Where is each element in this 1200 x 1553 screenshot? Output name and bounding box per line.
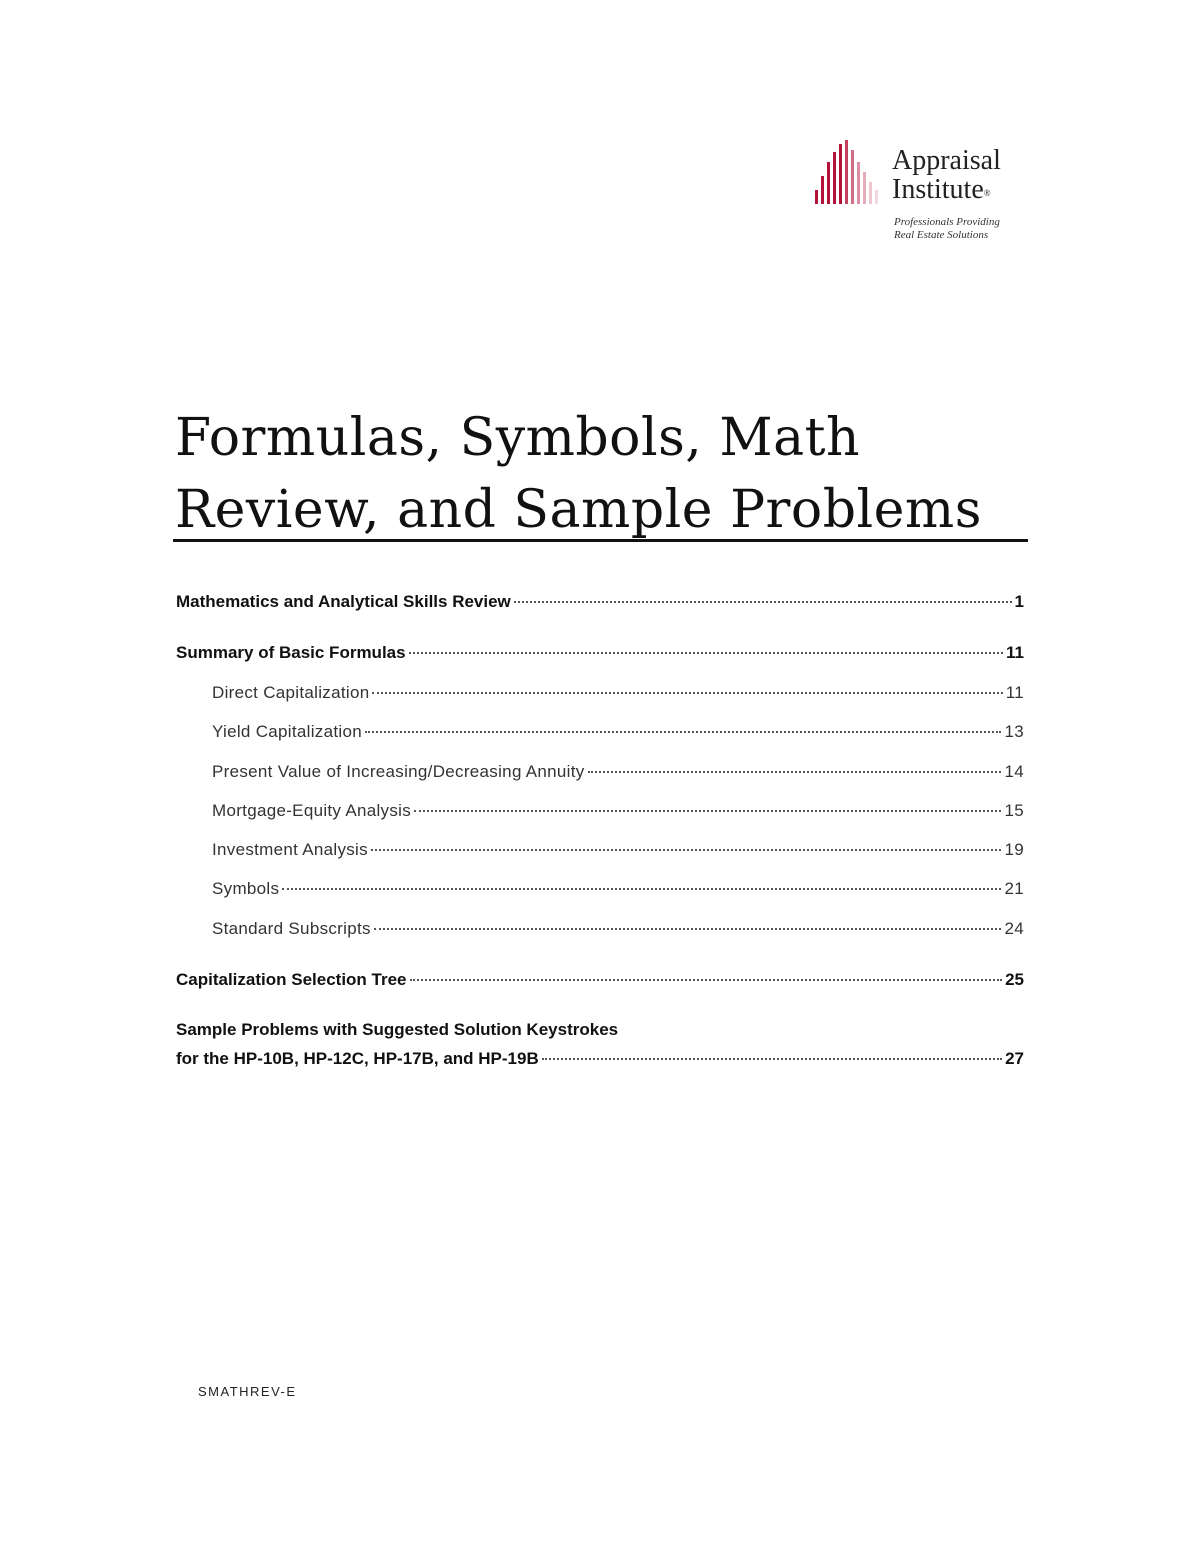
logo-tagline-line1: Professionals Providing [894,216,1000,228]
toc-entry-page: 14 [1004,762,1024,781]
toc-entry-label: Direct Capitalization [212,683,370,702]
dot-leader [542,1058,1002,1060]
toc-entry-label: Investment Analysis [212,840,368,859]
document-title [175,402,1035,546]
dot-leader [374,928,1002,930]
toc-entry-page: 24 [1004,919,1024,938]
toc-entry-standard-subscripts[interactable] [176,917,1024,941]
document-code: SMATHREV-E [198,1384,297,1399]
toc-entry-selection-tree[interactable] [176,968,1024,992]
toc-entry-yield-capitalization[interactable] [176,720,1024,744]
toc-entry-page: 15 [1004,801,1024,820]
dot-leader [372,692,1002,694]
toc-entry-page: 13 [1004,722,1024,741]
dot-leader [365,731,1002,733]
dot-leader [410,979,1003,981]
toc-entry-math-review[interactable] [176,590,1024,614]
toc-entry-symbols[interactable] [176,877,1024,901]
toc-entry-page: 11 [1006,643,1024,662]
toc-entry-basic-formulas[interactable] [176,641,1024,665]
registered-mark: ® [983,188,991,198]
title-line1: Formulas, Symbols, Math [175,408,860,468]
logo-name-line1: Appraisal [892,145,1001,176]
toc-entry-mortgage-equity[interactable] [176,799,1024,823]
title-rule [173,539,1028,542]
dot-leader [588,771,1002,773]
toc-entry-label: Mortgage-Equity Analysis [212,801,412,820]
toc-entry-page: 19 [1004,840,1024,859]
logo-wordmark [892,146,1001,204]
toc-entry-page: 25 [1005,970,1024,989]
toc-entry-label: Capitalization Selection Tree [176,970,407,989]
toc-entry-label: Mathematics and Analytical Skills Review [176,592,511,611]
toc-entry-sample-problems[interactable] [176,1047,1024,1071]
toc-entry-label: Summary of Basic Formulas [176,643,406,662]
logo-tagline [894,216,1000,242]
dot-leader [409,652,1003,654]
toc-entry-page: 1 [1014,592,1024,611]
dot-leader [414,810,1001,812]
title-line2: Review, and Sample Problems [175,480,982,540]
toc-entry-present-value-annuity[interactable] [176,760,1024,784]
toc-entry-label: for the HP-10B, HP-12C, HP-17B, and HP-19B [176,1049,539,1068]
toc-entry-page: 11 [1005,683,1024,702]
logo-name-line2: Institute [892,174,984,205]
toc-entry-page: 21 [1004,879,1024,898]
toc-entry-label: Yield Capitalization [212,722,362,741]
toc-entry-label: Standard Subscripts [212,919,371,938]
toc-entry-page: 27 [1005,1049,1024,1068]
toc-entry-direct-capitalization[interactable] [176,681,1024,705]
toc-entry-sample-problems-line1[interactable]: Sample Problems with Suggested Solution Keystrokes [176,1020,619,1039]
dot-leader [282,888,1001,890]
appraisal-institute-logo [812,138,1032,248]
dot-leader [371,849,1002,851]
logo-bars-icon [812,138,884,206]
dot-leader [514,601,1012,603]
logo-tagline-line2: Real Estate Solutions [894,229,989,241]
toc-entry-label: Present Value of Increasing/Decreasing Annuity [212,762,585,781]
toc-entry-label: Symbols [212,879,280,898]
toc-entry-investment-analysis[interactable] [176,838,1024,862]
